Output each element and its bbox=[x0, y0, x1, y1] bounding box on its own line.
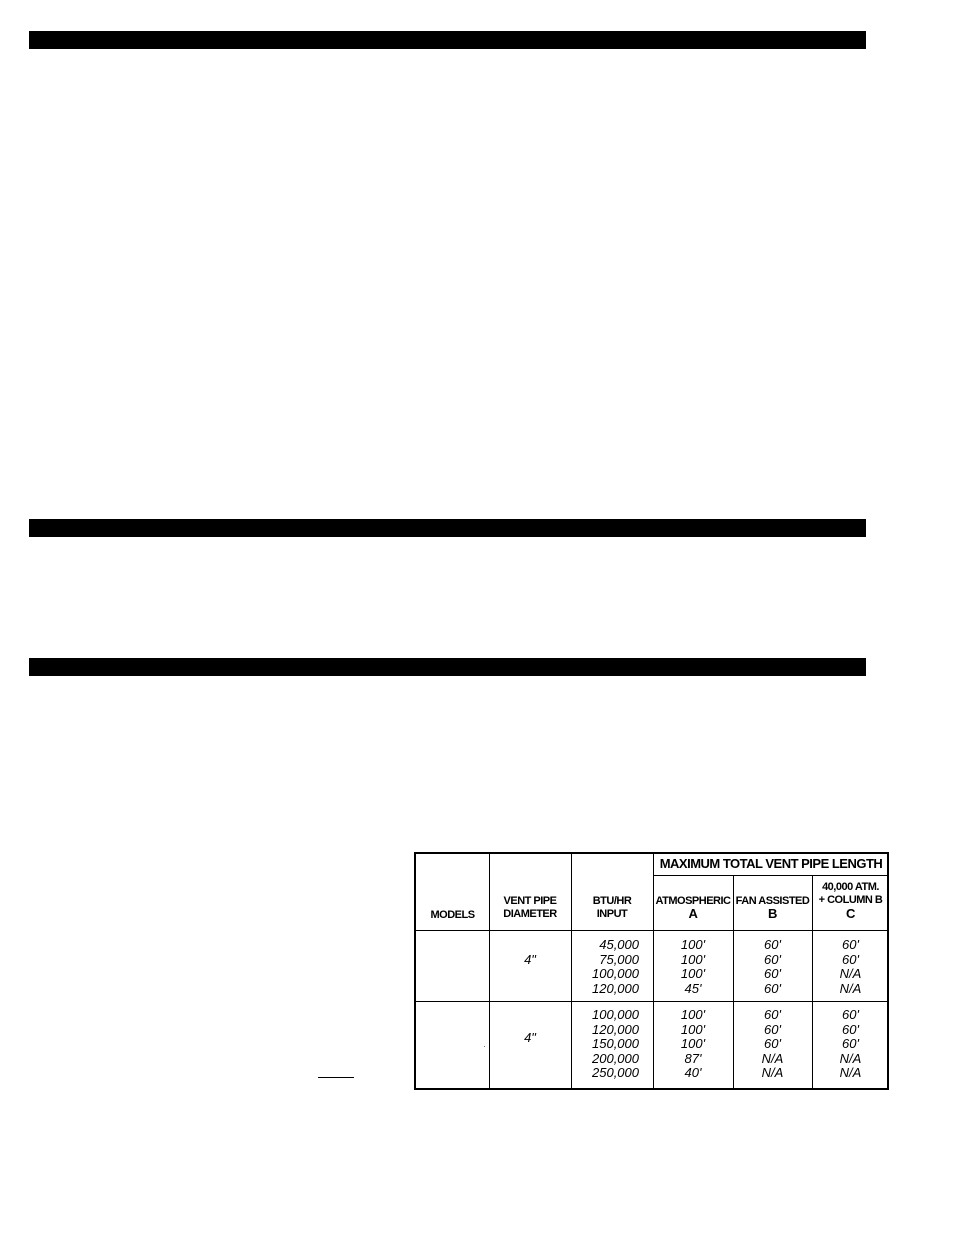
group2-a-2: 100' bbox=[680, 1021, 706, 1037]
group1-a-4: 45' bbox=[684, 980, 702, 996]
vent-pipe-header-line2: DIAMETER bbox=[503, 908, 557, 920]
col-b-header-line1: FAN ASSISTED bbox=[735, 895, 810, 907]
group1-btu-4: 120,000 bbox=[592, 980, 639, 996]
col-b-header-line2: B bbox=[768, 906, 777, 921]
group2-btu-4: 200,000 bbox=[592, 1050, 639, 1066]
col-c-header-line2: + COLUMN B bbox=[818, 894, 883, 906]
group1-a-3: 100' bbox=[680, 966, 706, 981]
group1-btu-3: 100,000 bbox=[592, 966, 639, 981]
group2-b-4: N/A bbox=[761, 1050, 784, 1066]
group2-btu-2: 120,000 bbox=[592, 1021, 639, 1037]
group1-btu-2: 75,000 bbox=[599, 951, 639, 967]
btu-header-line1: BTU/HR bbox=[592, 895, 632, 907]
group2-b-5: N/A bbox=[761, 1065, 784, 1080]
group2-c-5: N/A bbox=[839, 1065, 862, 1080]
section-header-bar-2 bbox=[29, 519, 866, 537]
col-c-header-line3: C bbox=[846, 906, 855, 921]
group2-a-4: 87' bbox=[684, 1050, 702, 1066]
group1-b-3: 60' bbox=[764, 966, 781, 981]
group1-b-4: 60' bbox=[764, 980, 781, 996]
group2-b-1: 60' bbox=[764, 1007, 781, 1022]
group2-a-1: 100' bbox=[680, 1007, 706, 1022]
group2-btu-5: 250,000 bbox=[592, 1065, 639, 1080]
group2-a-5: 40' bbox=[684, 1065, 702, 1080]
table-divider bbox=[653, 875, 887, 876]
group2-b-2: 60' bbox=[764, 1021, 781, 1037]
group1-c-4: N/A bbox=[839, 980, 862, 996]
table-divider bbox=[416, 1001, 887, 1002]
max-length-header: MAXIMUM TOTAL VENT PIPE LENGTH bbox=[659, 856, 883, 871]
underline-mark bbox=[318, 1077, 354, 1078]
group2-b-3: 60' bbox=[764, 1036, 781, 1051]
group1-diameter: 4" bbox=[524, 952, 536, 967]
group2-btu-1: 100,000 bbox=[592, 1007, 639, 1022]
group1-c-2: 60' bbox=[842, 951, 859, 967]
group1-btu-1: 45,000 bbox=[599, 937, 639, 952]
section-header-bar-1 bbox=[29, 31, 866, 49]
table-divider bbox=[489, 854, 490, 1088]
btu-header-line2: INPUT bbox=[596, 908, 628, 920]
table-divider bbox=[416, 930, 887, 931]
group2-btu-3: 150,000 bbox=[592, 1036, 639, 1051]
group1-c-1: 60' bbox=[842, 937, 859, 952]
vent-pipe-header-line1: VENT PIPE bbox=[503, 895, 557, 907]
col-a-header-line1: ATMOSPHERIC bbox=[655, 895, 731, 907]
models-header: MODELS bbox=[430, 909, 475, 921]
col-a-header-line2: A bbox=[688, 906, 698, 921]
group2-c-2: 60' bbox=[842, 1021, 859, 1037]
section-header-bar-3 bbox=[29, 658, 866, 676]
group2-diameter: 4" bbox=[524, 1030, 536, 1045]
vent-pipe-length-table bbox=[414, 852, 889, 1090]
group1-c-3: N/A bbox=[839, 966, 862, 981]
group1-a-1: 100' bbox=[680, 937, 706, 952]
group2-c-4: N/A bbox=[839, 1050, 862, 1066]
group2-c-3: 60' bbox=[842, 1036, 859, 1051]
group1-b-1: 60' bbox=[764, 937, 781, 952]
group2-c-1: 60' bbox=[842, 1007, 859, 1022]
group2-a-3: 100' bbox=[680, 1036, 706, 1051]
group1-b-2: 60' bbox=[764, 951, 781, 967]
col-c-header-line1: 40,000 ATM. bbox=[822, 881, 879, 893]
group1-a-2: 100' bbox=[680, 951, 706, 967]
